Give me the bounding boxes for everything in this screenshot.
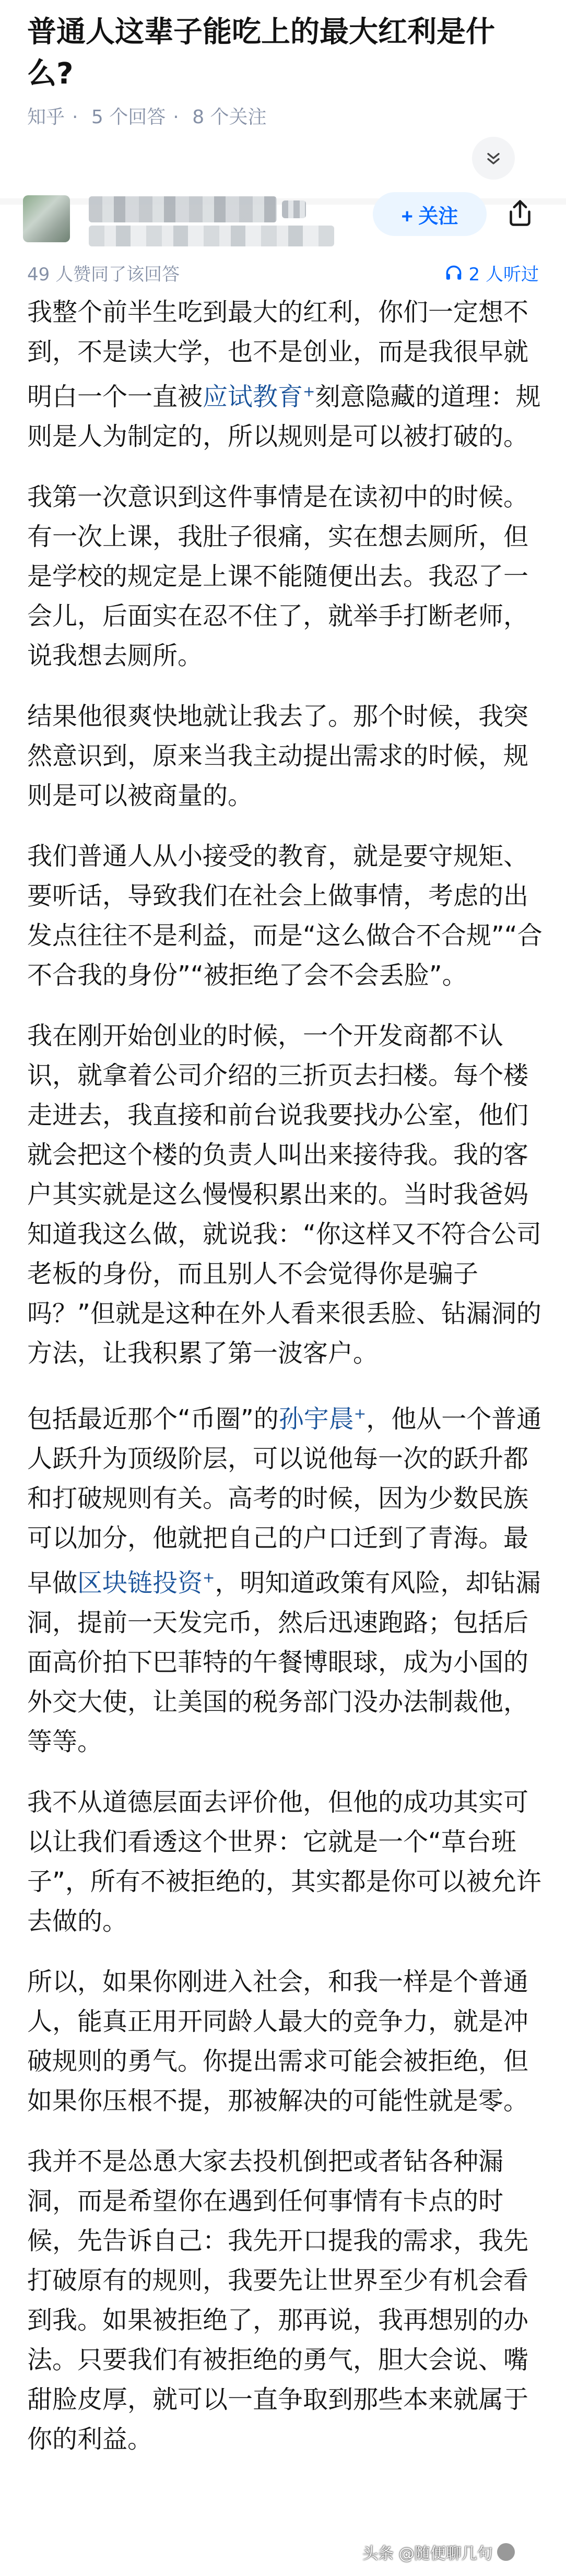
watermark-logo-icon	[497, 2543, 515, 2561]
search-link[interactable]: 孙宇晨	[278, 1404, 354, 1434]
paragraph-text: 我并不是怂恿大家去投机倒把或者钻各种漏洞，而是希望你在遇到任何事情有卡点的时候，先告诉自己：我先开口提我的需求，我先打破原有的规则，我要先让世界至少有机会看到我。如果被拒绝了，那再说，我再想别的办法。只要我们有被拒绝的勇气，胆大会说、嘴甜脸皮厚，就可以一直争取到那些本来就属于你的利益。	[27, 2147, 529, 2454]
answer-paragraph	[27, 696, 545, 816]
listen-button[interactable]	[444, 260, 539, 286]
answer-paragraph	[27, 1016, 545, 1373]
answer-paragraph	[27, 836, 545, 995]
avatar[interactable]	[23, 195, 70, 242]
paragraph-text: 刻意隐藏的道理：规则是人为制定的，所以规则是可以被打破的。	[27, 382, 541, 451]
search-link[interactable]: 应试教育	[203, 382, 303, 411]
collapse-button[interactable]	[472, 137, 515, 180]
watermark-text: 头条 @随便聊几句	[362, 2545, 493, 2563]
paragraph-text: 我第一次意识到这件事情是在读初中的时候。有一次上课，我肚子很痛，实在想去厕所，但是学校的规定是上课不能随便出去。我忍了一会儿，后面实在忍不住了，就举手打断老师，说我想去厕所。	[27, 482, 529, 670]
watermark	[362, 2540, 515, 2563]
question-meta: 知乎 · 5 个回答 · 8 个关注	[27, 107, 267, 128]
paragraph-text: 我整个前半生吃到最大的红利，你们一定想不到，不是读大学，也不是创业，而是我很早就明白一个一直被	[27, 298, 529, 411]
paragraph-text: 我在刚开始创业的时候，一个开发商都不认识，就拿着公司介绍的三折页去扫楼。每个楼走进去，我直接和前台说我要找办公室，他们就会把这个楼的负责人叫出来接待我。我的客户其实就是这么慢慢积累出来的。当时我爸妈知道我这么做，就说我：“你这样又不符合公司老板的身份，而且别人不会觉得你是骗子吗？”但就是这种在外人看来很丢脸、钻漏洞的方法，让我积累了第一波客户。	[27, 1021, 541, 1368]
answer-paragraph	[27, 1962, 545, 2121]
author-badge-blurred	[282, 200, 306, 218]
answer-stats	[27, 260, 539, 286]
answers-count[interactable]: 5 个回答	[91, 107, 166, 128]
source-label: 知乎	[27, 107, 65, 128]
paragraph-text: 我们普通人从小接受的教育，就是要守规矩、要听话，导致我们在社会上做事情，考虑的出发点往往不是利益，而是“这么做合不合规”“合不合我的身份”“被拒绝了会不会丢脸”。	[27, 842, 543, 990]
answer-paragraph	[27, 2142, 545, 2459]
paragraph-text: 包括最近那个“币圈”的	[27, 1404, 279, 1434]
followers-count: 8 个关注	[192, 107, 267, 128]
follow-button[interactable]: + 关注	[373, 192, 487, 236]
paragraph-text: ，他从一个普通人跃升为顶级阶层，可以说他每一次的跃升都和打破规则有关。高考的时候，因为少数民族可以加分，他就把自己的户口迁到了青海。最早做	[27, 1404, 542, 1598]
paragraph-text: 所以，如果你刚进入社会，和我一样是个普通人，能真正用开同龄人最大的竞争力，就是冲破规则的勇气。你提出需求可能会被拒绝，但如果你压根不提，那被解决的可能性就是零。	[27, 1967, 529, 2116]
share-button[interactable]	[501, 194, 539, 232]
paragraph-text: 结果他很爽快地就让我去了。那个时候，我突然意识到，原来当我主动提出需求的时候，规则是可以被商量的。	[27, 702, 529, 810]
question-title[interactable]: 普通人这辈子能吃上的最大红利是什么?	[27, 15, 495, 91]
listen-count: 2 人听过	[468, 264, 539, 285]
link-plus-marker[interactable]: +	[353, 1405, 367, 1422]
share-icon	[504, 197, 536, 229]
answer-paragraph	[27, 1782, 545, 1941]
search-link[interactable]: 区块链投资	[77, 1568, 203, 1598]
link-plus-marker[interactable]: +	[203, 1569, 215, 1586]
paragraph-text: 我不从道德层面去评价他，但他的成功其实可以让我们看透这个世界：它就是一个“草台班子”，所有不被拒绝的，其实都是你可以被允许去做的。	[27, 1788, 541, 1936]
answer-paragraph	[27, 292, 545, 456]
paragraph-text: ，明知道政策有风险，却钻漏洞，提前一天发完币，然后迅速跑路；包括后面高价拍下巴菲特的午餐博眼球，成为小国的外交大使，让美国的税务部门没办法制裁他，等等。	[27, 1568, 541, 1756]
answer-paragraph	[27, 477, 545, 676]
link-plus-marker[interactable]: +	[303, 383, 315, 400]
chevron-double-down-icon	[483, 148, 504, 169]
headphones-icon	[444, 263, 464, 283]
answer-body	[27, 292, 545, 2480]
answer-paragraph	[27, 1394, 545, 1762]
agree-count: 49 人赞同了该回答	[27, 264, 180, 285]
author-bio-blurred	[89, 226, 334, 246]
author-name-blurred[interactable]	[89, 196, 277, 222]
